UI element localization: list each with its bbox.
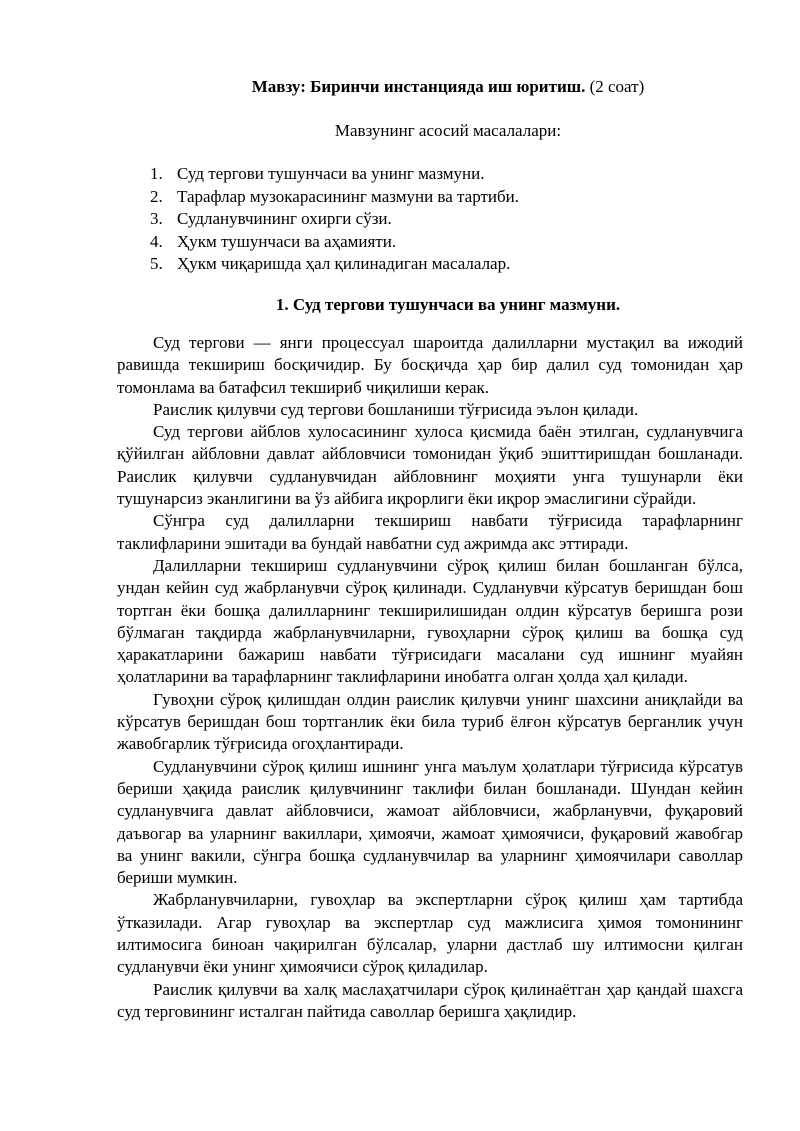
paragraph: Гувоҳни сўроқ қилишдан олдин раислик қилувчи унинг шахсини аниқлайди ва кўрсатув беришдан бош тортганлик ёки била туриб ёлғон кўрсатув берганлик учун жавобгарлик тўғрисида огоҳлантиради. xyxy=(117,689,743,754)
list-item-number: 3. xyxy=(150,209,163,228)
list-item xyxy=(150,163,519,186)
topic-title-hours: (2 соат) xyxy=(585,77,645,96)
paragraph: Судланувчини сўроқ қилиш ишнинг унга маълум ҳолатлари тўғрисида кўрсатув бериши ҳақида раислик қилувчининг таклифи билан бошланади. Шундан кейин судланувчига давлат айбловчиси, жамоат айбловчиси, жабрланувчи, фуқаровий даъвогар ва уларнинг вакиллари, ҳимоячи, жамоат ҳимоячиси, фуқаровий жавобгар ва унинг вакили, сўнгра бошқа судланувчилар ва уларнинг ҳимоячилари саволлар бериши мумкин. xyxy=(117,756,743,888)
section-body xyxy=(117,332,743,1023)
list-item-number: 4. xyxy=(150,231,163,251)
list-item-number: 5. xyxy=(150,254,163,273)
topic-questions-list xyxy=(150,163,519,276)
section-heading: 1. Суд тергови тушунчаси ва унинг мазмуни. xyxy=(275,295,621,314)
topic-title xyxy=(0,76,800,98)
paragraph: Суд тергови айблов хулосасининг хулоса қисмида баён этилган, судланувчига қўйилган айбловни давлат айбловчиси томонидан ўқиб эшиттиришдан бошланади. Раислик қилувчи судланувчидан айбловнинг моҳияти унга тушунарли ёки тушунарсиз эканлигини ва ўз айбига иқрорлиги ёки иқрор эмаслигини сўрайди. xyxy=(117,422,743,509)
list-item-text: Ҳукм тушунчаси ва аҳамияти. xyxy=(177,231,397,251)
paragraph: Суд тергови — янги процессуал шароитда далилларни мустақил ва ижодий равишда текшириш босқичидир. Бу босқичда ҳар бир далил суд томонидан ҳар томонлама ва батафсил текшириб чиқилиши керак. xyxy=(117,333,743,397)
list-item-text: Тарафлар музокарасининг мазмуни ва тартиби. xyxy=(177,186,519,206)
paragraph: Раислик қилувчи ва халқ маслаҳатчилари сўроқ қилинаётган ҳар қандай шахсга суд терговининг исталган пайтида саволлар беришга ҳақлидир. xyxy=(117,979,743,1021)
list-item-text: Ҳукм чиқаришда ҳал қилинадиган масалалар. xyxy=(177,254,511,273)
list-item xyxy=(150,231,519,254)
paragraph: Сўнгра суд далилларни текшириш навбати тўғрисида тарафларнинг таклифларини эшитади ва бундай навбатни суд ажримда акс эттиради. xyxy=(117,511,743,553)
list-item-number: 2. xyxy=(150,186,163,206)
paragraph: Жабрланувчиларни, гувоҳлар ва экспертларни сўроқ қилиш ҳам тартибда ўтказилади. Агар гувоҳлар ва экспертлар суд мажлисига ҳимоя томонининг илтимосига биноан чақирилган бўлсалар, уларни дастлаб шу илтимосни қилган судланувчи ёки унинг ҳимоячиси сўроқ қиладилар. xyxy=(117,890,743,977)
topic-subtitle: Мавзунинг асосий масалалари: xyxy=(334,121,562,140)
list-item-text: Суд тергови тушунчаси ва унинг мазмуни. xyxy=(177,164,485,183)
list-item xyxy=(150,208,519,231)
list-item-number: 1. xyxy=(150,164,163,183)
list-item xyxy=(150,186,519,209)
paragraph: Раислик қилувчи суд тергови бошланиши тўғрисида эълон қилади. xyxy=(153,399,639,419)
list-item xyxy=(150,253,519,276)
paragraph: Далилларни текшириш судланувчини сўроқ қилиш билан бошланган бўлса, ундан кейин суд жабрланувчи сўроқ қилинади. Судланувчи кўрсатув беришдан бош тортган ёки бошқа далилларнинг текширилишидан олдин кўрсатув беришга рози бўлмаган тақдирда жабрланувчиларни, гувоҳларни сўроқ қилиш ва бошқа суд ҳаракатларини бажариш навбати тўғрисидаги масалани суд ишнинг муайян ҳолатларини ва тарафларнинг таклифларини инобатга олган ҳолда ҳал қилади. xyxy=(117,555,743,687)
list-item-text: Судланувчининг охирги сўзи. xyxy=(177,209,392,228)
topic-title-bold: Мавзу: Биринчи инстанцияда иш юритиш. xyxy=(251,77,586,96)
